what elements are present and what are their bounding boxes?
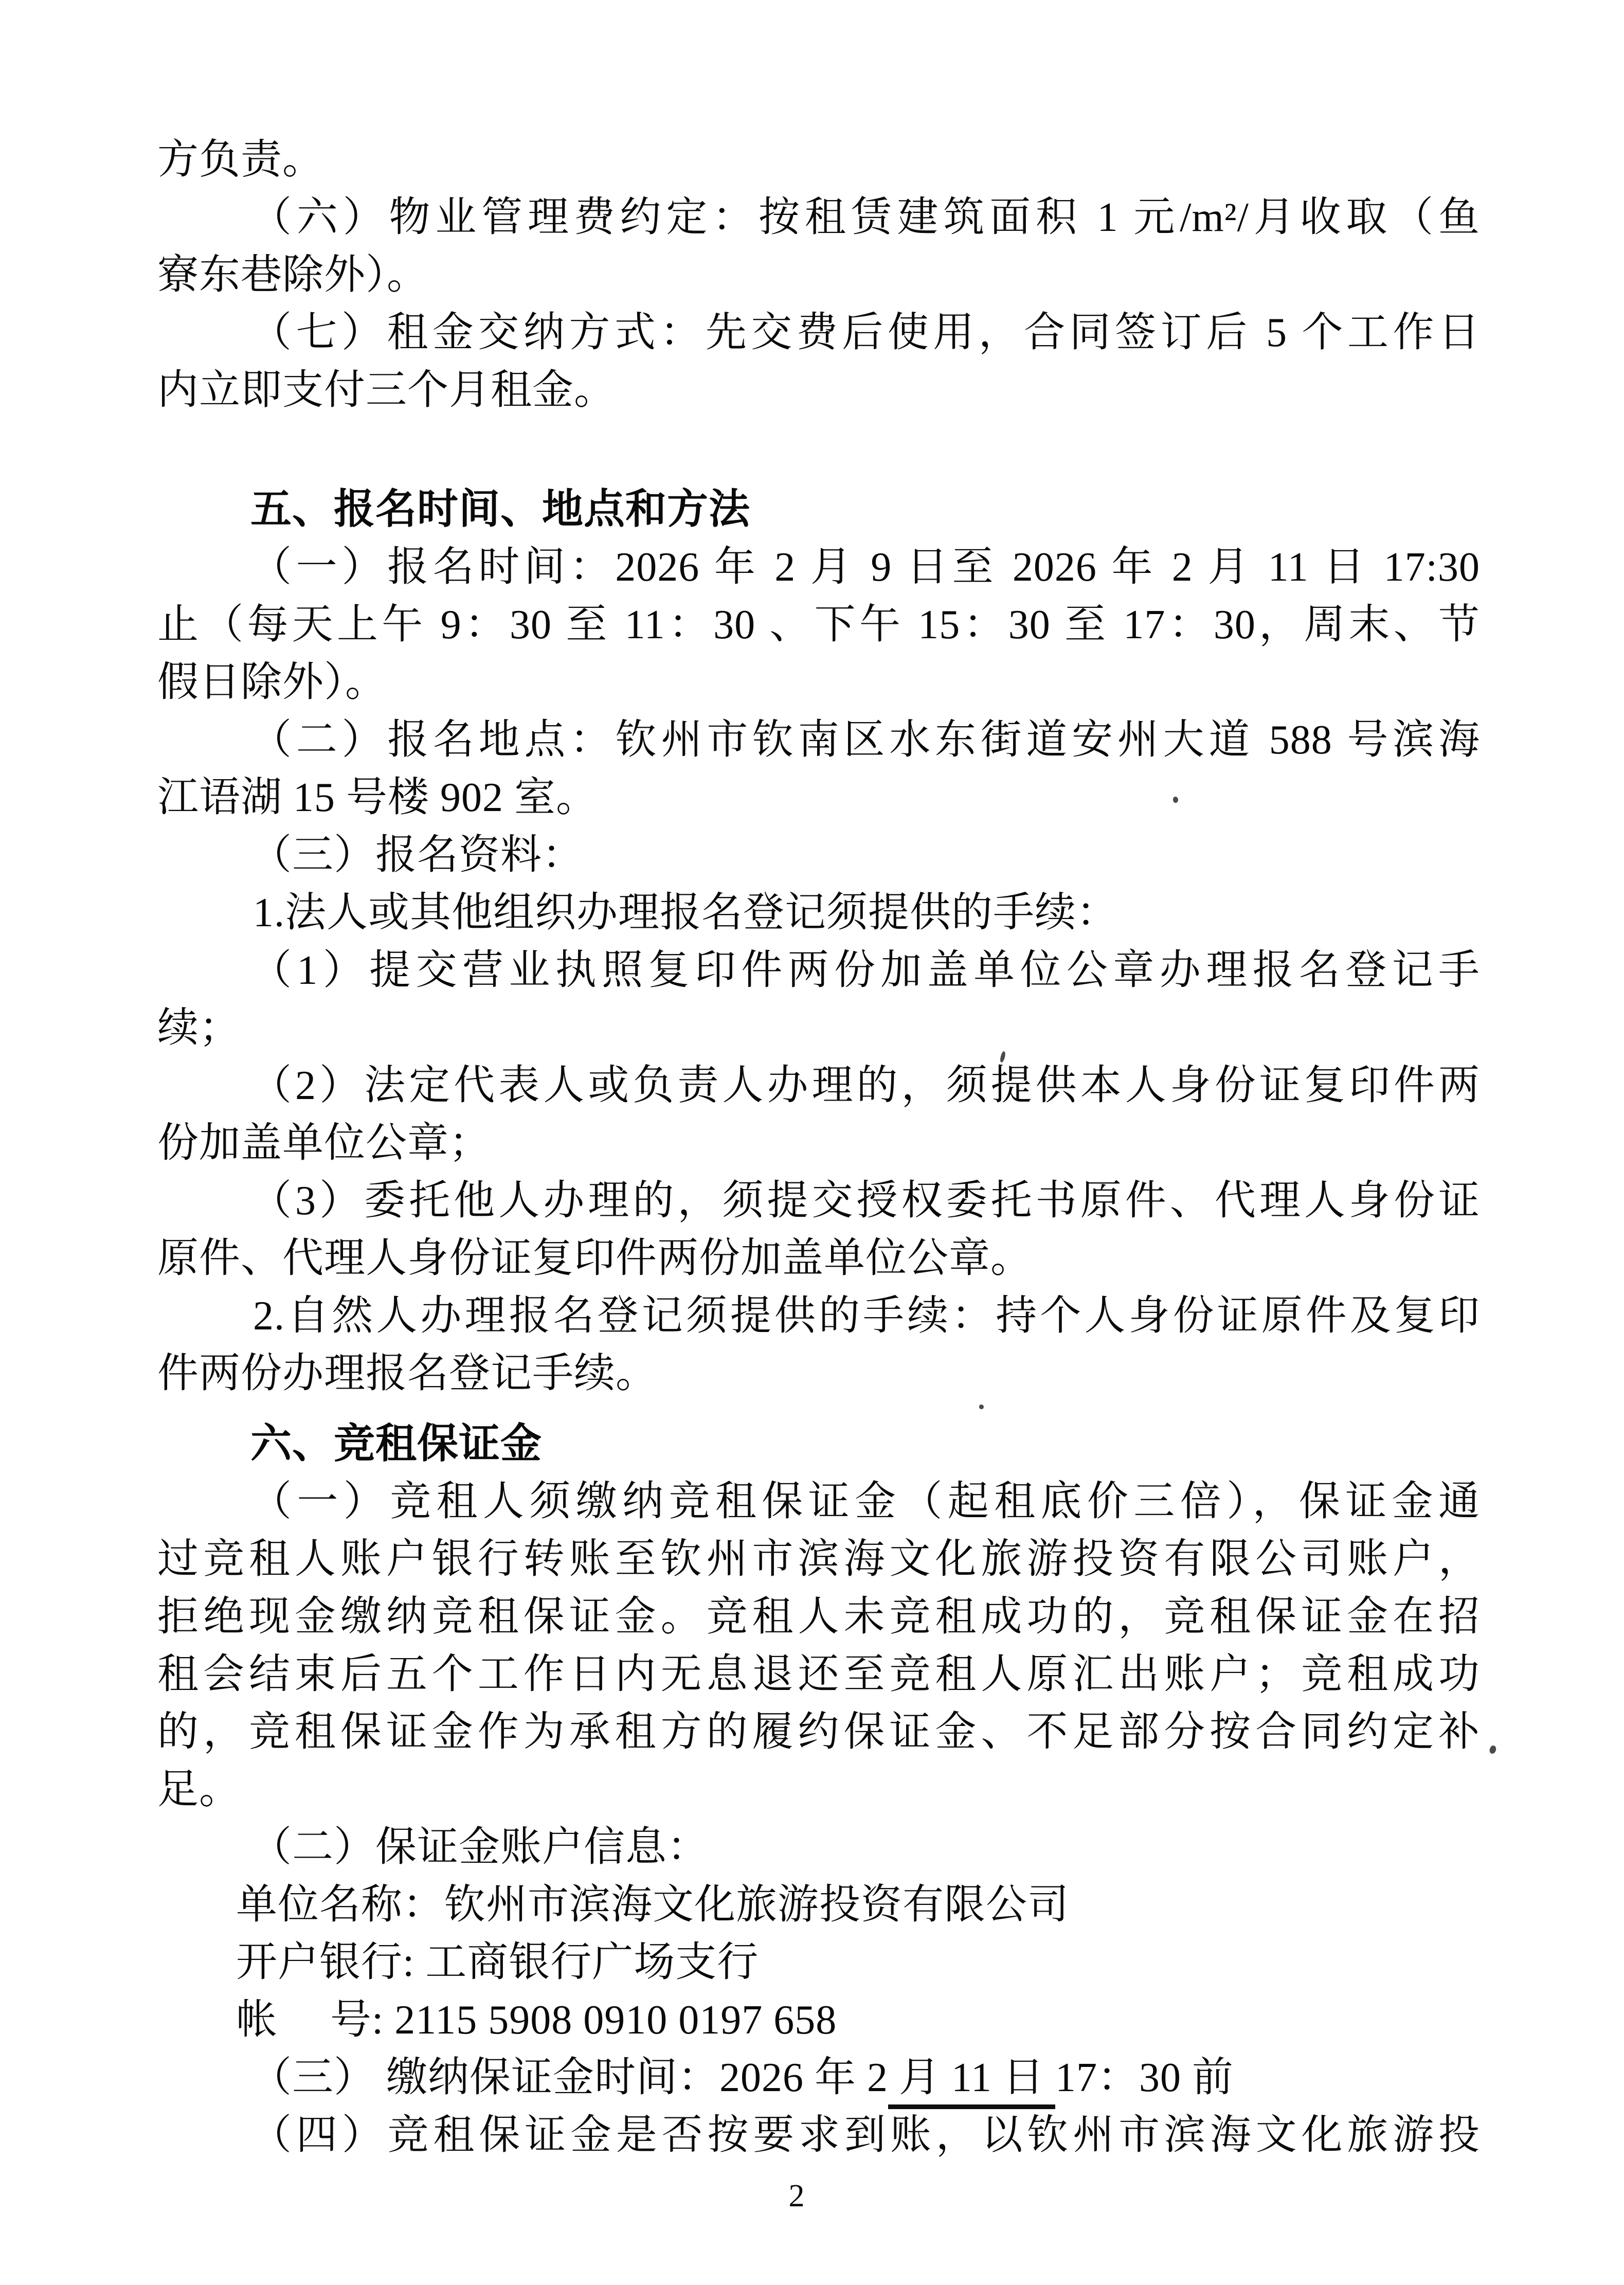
text-line: （七）租金交纳方式：先交费后使用，合同签订后 5 个工作日 (250, 310, 1480, 355)
underlined-date: 月 11 日 (888, 2055, 1055, 2109)
text-line: 止（每天上午 9：30 至 11：30 、下午 15：30 至 17：30，周末、节 (157, 602, 1480, 647)
text-line: 1.法人或其他组织办理报名登记须提供的手续： (253, 890, 1118, 935)
section-heading: 六、竞租保证金 (250, 1422, 542, 1467)
text-line: 2.自然人办理报名登记须提供的手续：持个人身份证原件及复印 (253, 1293, 1480, 1339)
text-line: （3）委托他人办理的，须提交授权委托书原件、代理人身份证 (250, 1178, 1480, 1224)
text-line: （1）提交营业执照复印件两份加盖单位公章办理报名登记手 (250, 948, 1480, 993)
text-line: 租会结束后五个工作日内无息退还至竞租人原汇出账户；竞租成功 (157, 1652, 1480, 1697)
text-line: （一）竞租人须缴纳竞租保证金（起租底价三倍），保证金通 (250, 1479, 1480, 1524)
page-number: 2 (788, 2179, 805, 2214)
text-line: 单位名称：钦州市滨海文化旅游投资有限公司 (236, 1882, 1069, 1928)
text-line: （二）报名地点：钦州市钦南区水东街道安州大道 588 号滨海 (250, 717, 1480, 763)
text-line: 份加盖单位公章； (157, 1121, 491, 1166)
section-heading: 五、报名时间、地点和方法 (250, 487, 750, 532)
text-line: （一）报名时间：2026 年 2 月 9 日至 2026 年 2 月 11 日 17:30 (250, 545, 1480, 590)
text-line: 过竞租人账户银行转账至钦州市滨海文化旅游投资有限公司账户， (157, 1537, 1480, 1582)
text-line: 假日除外）。 (157, 660, 387, 705)
text-line: 足。 (157, 1767, 241, 1812)
text-segment: （三） 缴纳保证金时间：2026 年 2 (250, 2055, 888, 2100)
scan-speck (1489, 1744, 1497, 1754)
text-line: （六）物业管理费约定：按租赁建筑面积 1 元/m²/月收取（鱼 (250, 195, 1480, 240)
text-line: （2）法定代表人或负责人办理的，须提供本人身份证复印件两 (250, 1063, 1480, 1108)
text-line: 原件、代理人身份证复印件两份加盖单位公章。 (157, 1236, 1032, 1281)
text-line: 续； (157, 1005, 241, 1051)
text-line: （二）保证金账户信息： (250, 1825, 709, 1870)
text-line: 江语湖 15 号楼 902 室。 (157, 775, 598, 820)
document-body (157, 131, 1480, 2164)
text-line: 的，竞租保证金作为承租方的履约保证金、不足部分按合同约定补 (157, 1710, 1480, 1755)
text-line: （三）报名资料： (250, 833, 584, 878)
text-line (157, 2049, 1480, 2107)
text-line: 帐 号: 2115 5908 0910 0197 658 (236, 1998, 837, 2043)
text-line: （四）竞租保证金是否按要求到账，以钦州市滨海文化旅游投 (250, 2113, 1480, 2158)
text-segment: 17：30 前 (1055, 2055, 1234, 2100)
scan-speck (1173, 797, 1178, 803)
text-line: 内立即支付三个月租金。 (157, 368, 616, 413)
text-line: 拒绝现金缴纳竞租保证金。竞租人未竞租成功的，竞租保证金在招 (157, 1594, 1480, 1640)
text-line: 寮东巷除外）。 (157, 253, 428, 298)
scan-speck (979, 1405, 984, 1409)
text-line: 方负责。 (157, 137, 324, 183)
text-line: 开户银行: 工商银行广场支行 (236, 1940, 759, 1985)
text-line: 件两份办理报名登记手续。 (157, 1351, 657, 1396)
